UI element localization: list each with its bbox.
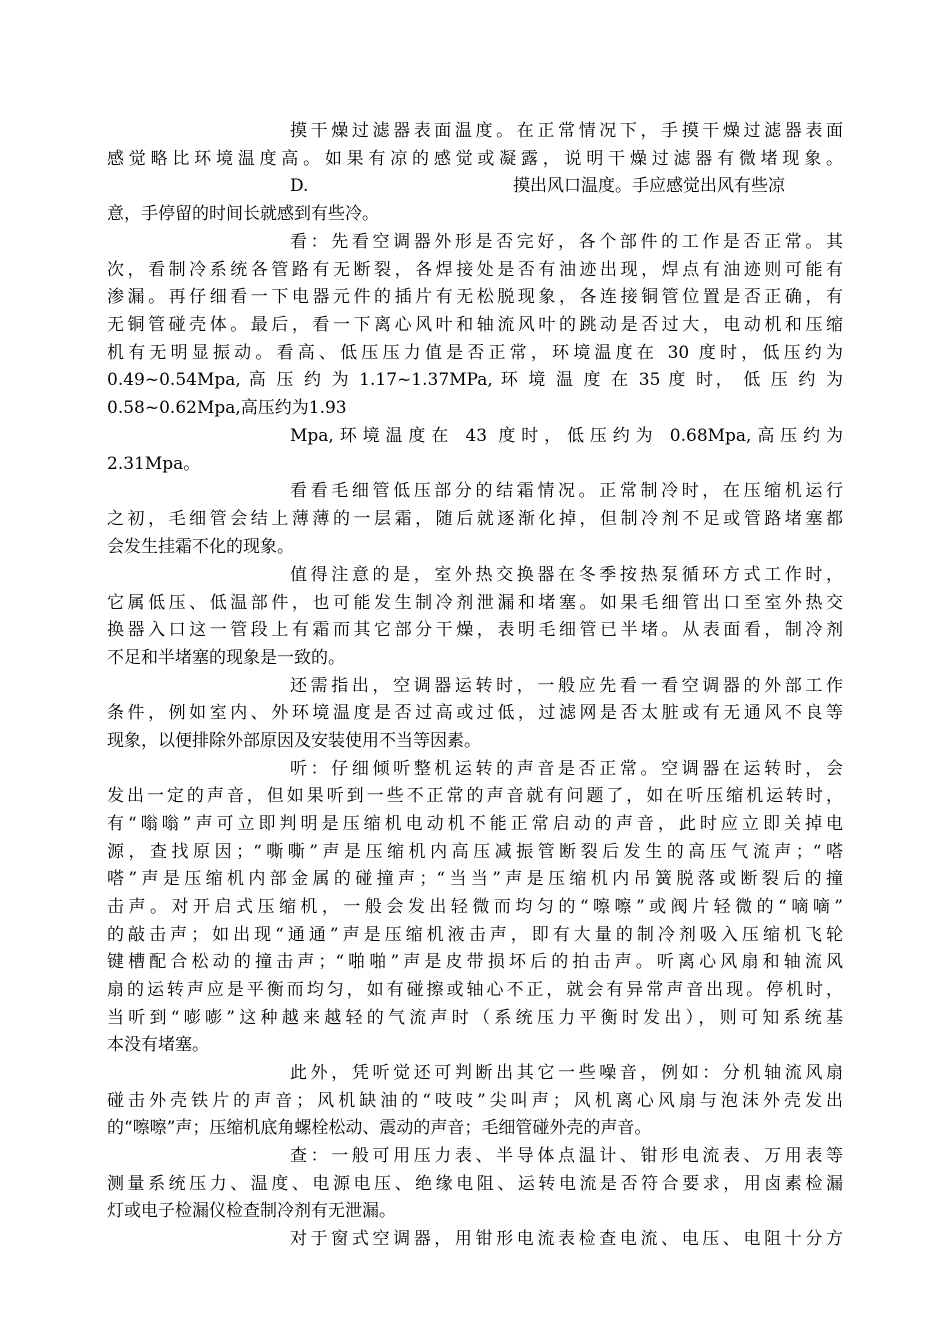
text-line: 之初，毛细管会结上薄薄的一层霜，随后就逐渐化掉，但制冷剂不足或管路堵塞都	[107, 509, 843, 529]
text-line: 源，查找原因；“嘶嘶”声是压缩机内高压减振管断裂后发生的高压气流声；“嗒	[107, 842, 843, 862]
text-line: 2.31Mpa。	[107, 454, 201, 474]
text-line: 现象，以便排除外部原因及安装使用不当等因素。	[107, 731, 481, 751]
text-line: 换器入口这一管段上有霜而其它部分干燥，表明毛细管已半堵。从表面看，制冷剂	[107, 620, 843, 640]
text-line: 渗漏。再仔细看一下电器元件的插片有无松脱现象，各连接铜管位置是否正确，有	[107, 287, 843, 307]
text-line: 此外，凭听觉还可判断出其它一些噪音，例如：分机轴流风扇	[290, 1063, 843, 1083]
text-line: 测量系统压力、温度、电源电压、绝缘电阻、运转电流是否符合要求，用卤素检漏	[107, 1174, 843, 1194]
text-line: 0.49~0.54Mpa, 高 压 约 为 1.17~1.37MPa, 环 境 温 度 在 35 度 时， 低 压 约 为	[107, 370, 843, 390]
text-line: 次，看制冷系统各管路有无断裂，各焊接处是否有油迹出现，焊点有油迹则可能有	[107, 260, 843, 280]
text-line: 机有无明显振动。看高、低压压力值是否正常，环境温度在 30 度时，低压约为	[107, 343, 843, 363]
text-line: 击声。对开启式压缩机，一般会发出轻微而均匀的“嚓嚓”或阀片轻微的“嘀嘀”	[107, 897, 843, 917]
text-line: 听：仔细倾听整机运转的声音是否正常。空调器在运转时，会	[290, 759, 843, 779]
text-line: 条件，例如室内、外环境温度是否过高或过低，过滤网是否太脏或有无通风不良等	[107, 703, 843, 723]
text-line: 当听到“嘭嘭”这种越来越轻的气流声时（系统压力平衡时发出），则可知系统基	[107, 1008, 843, 1028]
text-line: Mpa,环境温度在 43 度时，低压约为 0.68Mpa,高压约为	[290, 426, 843, 446]
text-line: 对于窗式空调器，用钳形电流表检查电流、电压、电阻十分方	[290, 1229, 843, 1249]
text-line: 扇的运转声应是平衡而均匀，如有碰擦或轴心不正，就会有异常声音出现。停机时，	[107, 980, 843, 1000]
text-line: 碰击外壳铁片的声音；风机缺油的“吱吱”尖叫声；风机离心风扇与泡沫外壳发出	[107, 1091, 843, 1111]
text-line: 发出一定的声音，但如果听到一些不正常的声音就有问题了，如在听压缩机运转时，	[107, 786, 843, 806]
text-line: 摸出风口温度。手应感觉出风有些凉	[513, 176, 785, 196]
text-line: 摸干燥过滤器表面温度。在正常情况下，手摸干燥过滤器表面	[290, 121, 843, 141]
text-line: 查：一般可用压力表、半导体点温计、钳形电流表、万用表等	[290, 1146, 843, 1166]
text-line: 还需指出，空调器运转时，一般应先看一看空调器的外部工作	[290, 676, 843, 696]
text-line: 的“嚓嚓”声；压缩机底角螺栓松动、震动的声音；毛细管碰外壳的声音。	[107, 1118, 652, 1138]
text-line: 它属低压、低温部件，也可能发生制冷剂泄漏和堵塞。如果毛细管出口至室外热交	[107, 593, 843, 613]
text-line: 灯或电子检漏仪检查制冷剂有无泄漏。	[107, 1201, 396, 1221]
text-line: 有“嗡嗡”声可立即判明是压缩机电动机不能正常启动的声音，此时应立即关掉电	[107, 814, 843, 834]
text-line: 意，手停留的时间长就感到有些冷。	[107, 204, 379, 224]
text-line: 的敲击声；如出现“通通”声是压缩机液击声，即有大量的制冷剂吸入压缩机飞轮	[107, 925, 843, 945]
text-line: 值得注意的是，室外热交换器在冬季按热泵循环方式工作时，	[290, 565, 843, 585]
text-line: 键槽配合松动的撞击声；“啪啪”声是皮带损坏后的拍击声。听离心风扇和轴流风	[107, 952, 843, 972]
text-line: 本没有堵塞。	[107, 1035, 209, 1055]
text-line: 不足和半堵塞的现象是一致的。	[107, 648, 345, 668]
text-line: 0.58~0.62Mpa,高压约为1.93	[107, 398, 347, 418]
text-line: 无铜管碰壳体。最后，看一下离心风叶和轴流风叶的跳动是否过大，电动机和压缩	[107, 315, 843, 335]
text-line: 会发生挂霜不化的现象。	[107, 537, 294, 557]
text-line: 感觉略比环境温度高。如果有凉的感觉或凝露，说明干燥过滤器有微堵现象。	[107, 149, 843, 169]
list-marker-d: D.	[290, 176, 309, 196]
text-line: 嗒”声是压缩机内部金属的碰撞声；“当当”声是压缩机内吊簧脱落或断裂后的撞	[107, 869, 843, 889]
text-line: 看看毛细管低压部分的结霜情况。正常制冷时，在压缩机运行	[290, 481, 843, 501]
text-line: 看：先看空调器外形是否完好，各个部件的工作是否正常。其	[290, 232, 843, 252]
